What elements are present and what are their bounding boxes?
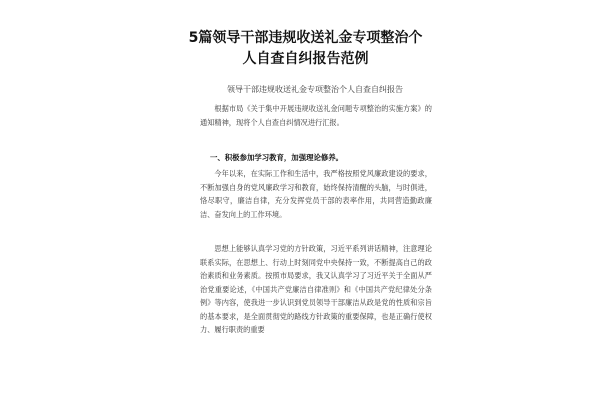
- document-title: 5篇领导干部违规收送礼金专项整治个人自查自纠报告范例: [188, 30, 423, 67]
- body-paragraph-1: 今年以来，在实际工作和生活中，我严格按照党风廉政建设的要求，不断加强自身的党风廉政学习和教育，始终保持清醒的头脑，与时俱进，恪尽职守，廉洁自律，充分发挥党员干部的表率作用，共同营造勤政廉洁、奋发向上的工作环境。: [200, 169, 432, 219]
- section-heading: 一、积极参加学习教育，加强理论修养。: [210, 153, 344, 162]
- body-paragraph-2: 思想上能够认真学习党的方针政策，习近平系列讲话精神，注意理论联系实际，在思想上、行动上时刻同党中央保持一致，不断提高自己的政治素质和业务素质。按照市局要求，我又认真学习了习近平关于全面从严治党重要论述，《中国共产党廉洁自律准则》和《中国共产党纪律处分条例》等内容，使我进一步认识到党员领导干部廉洁从政是党的性质和宗旨的基本要求，是全面贯彻党的路线方针政策的重要保障，也是正确行使权力、履行职责的重要: [200, 244, 432, 334]
- document-subtitle: 领导干部违规收送礼金专项整治个人自查自纠报告: [227, 85, 403, 94]
- intro-paragraph: 根据市局《关于集中开展违规收送礼金问题专项整治的实施方案》的通知精神，现将个人自查自纠情况进行汇报。: [200, 104, 432, 127]
